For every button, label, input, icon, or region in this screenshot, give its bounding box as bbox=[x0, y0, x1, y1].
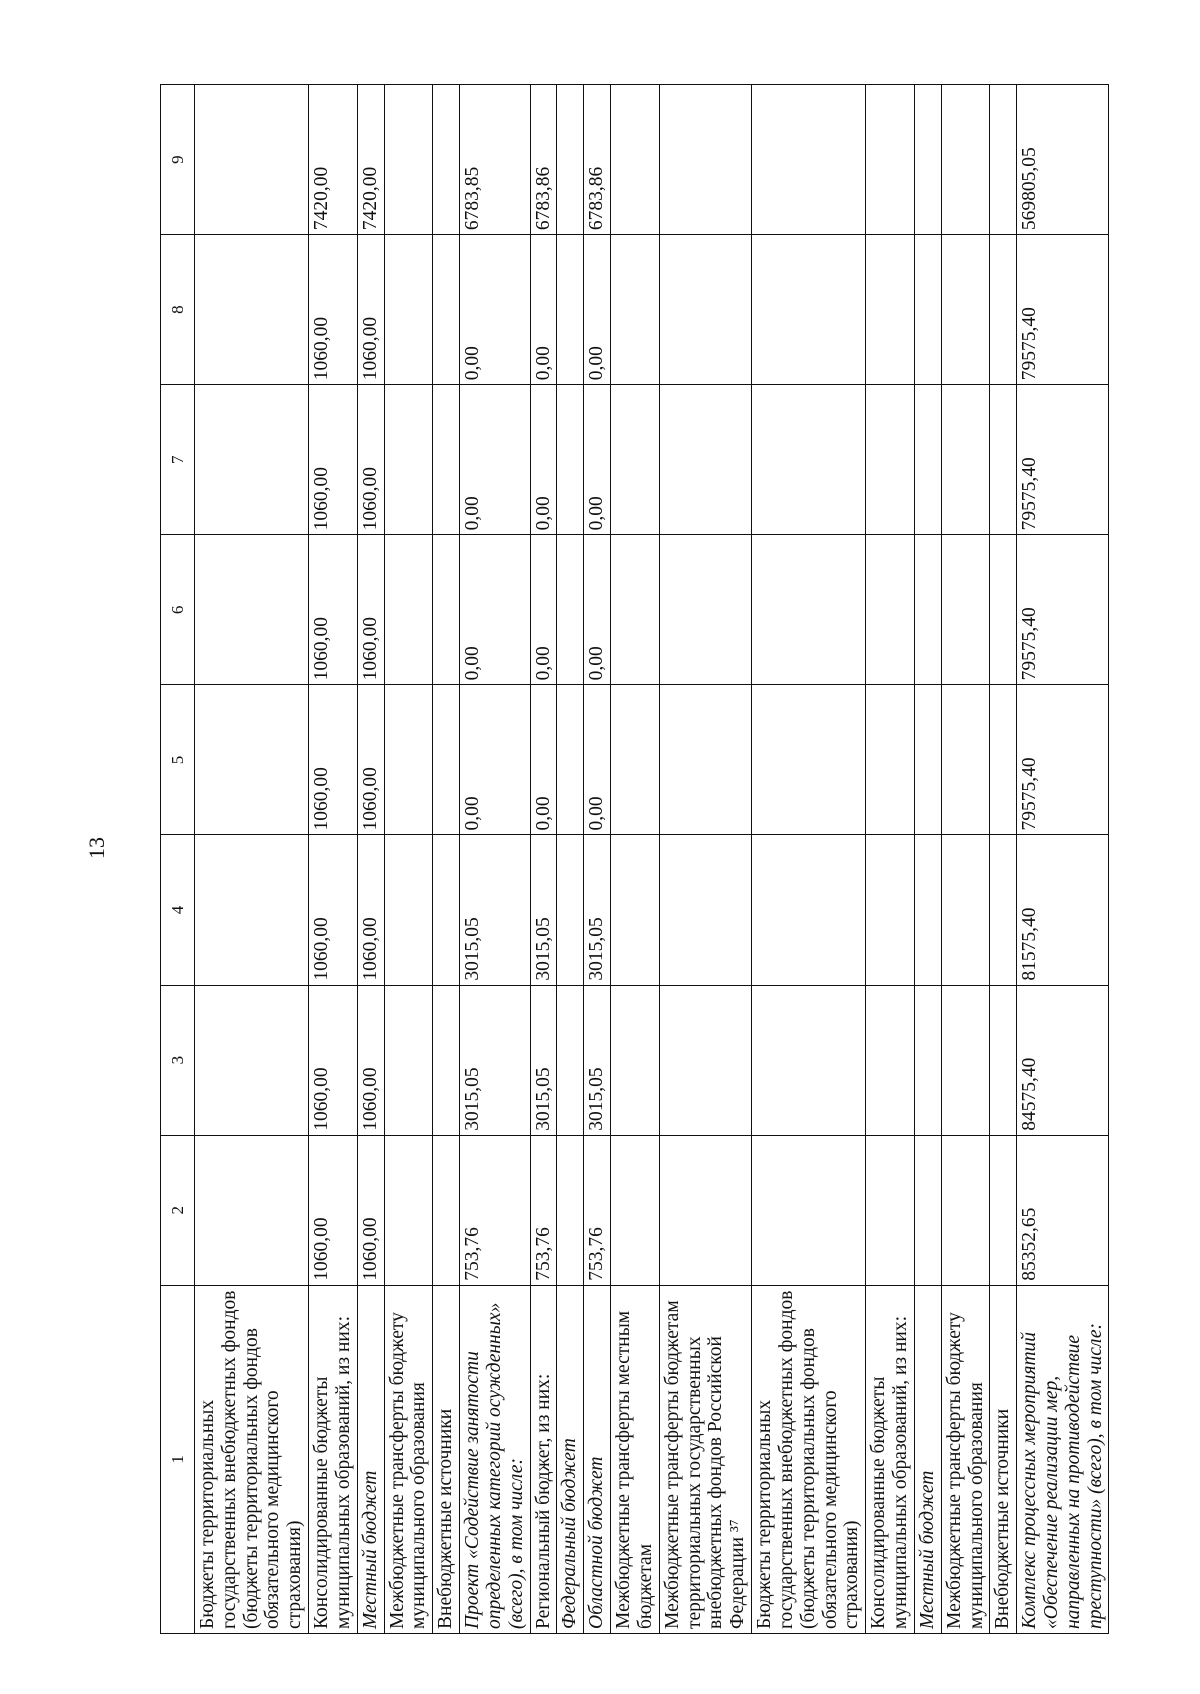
value-cell bbox=[557, 985, 584, 1135]
value-cell: 3015,05 bbox=[460, 985, 530, 1135]
value-cell: 0,00 bbox=[460, 685, 530, 835]
value-cell: 81575,40 bbox=[1017, 835, 1109, 985]
value-cell bbox=[433, 85, 460, 235]
value-cell: 6783,86 bbox=[584, 85, 611, 235]
column-header: 4 bbox=[161, 835, 195, 985]
value-cell: 1060,00 bbox=[357, 1135, 384, 1285]
value-cell: 0,00 bbox=[460, 535, 530, 685]
value-cell bbox=[433, 235, 460, 385]
row-label: Местный бюджет bbox=[914, 1285, 941, 1633]
row-label: Бюджеты территориальных государственных внебюджетных фондов (бюджеты территориальных фондов обязательного медицинского страхования) bbox=[195, 1285, 309, 1633]
row-label: Межбюджетные трансферты бюджету муниципального образования bbox=[384, 1285, 433, 1633]
value-cell: 0,00 bbox=[584, 535, 611, 685]
value-cell bbox=[752, 235, 866, 385]
row-label: Межбюджетные трансферты бюджету муниципального образования bbox=[941, 1285, 990, 1633]
page-number: 13 bbox=[84, 837, 109, 859]
table-row bbox=[557, 85, 584, 1634]
value-cell: 3015,05 bbox=[530, 985, 557, 1135]
value-cell: 3015,05 bbox=[530, 835, 557, 985]
value-cell bbox=[866, 85, 915, 235]
row-label: Проект «Содействие занятости определенных категорий осужденных» (всего), в том числе: bbox=[460, 1285, 530, 1633]
value-cell: 753,76 bbox=[530, 1135, 557, 1285]
value-cell bbox=[557, 85, 584, 235]
value-cell bbox=[384, 685, 433, 835]
column-header: 7 bbox=[161, 385, 195, 535]
value-cell bbox=[914, 85, 941, 235]
value-cell: 85352,65 bbox=[1017, 1135, 1109, 1285]
column-header: 9 bbox=[161, 85, 195, 235]
value-cell: 1060,00 bbox=[309, 835, 358, 985]
value-cell bbox=[866, 235, 915, 385]
value-cell bbox=[557, 1135, 584, 1285]
column-header: 1 bbox=[161, 1285, 195, 1633]
value-cell bbox=[195, 1135, 309, 1285]
value-cell: 1060,00 bbox=[309, 535, 358, 685]
value-cell bbox=[659, 385, 751, 535]
value-cell bbox=[990, 835, 1017, 985]
value-cell bbox=[752, 835, 866, 985]
value-cell bbox=[990, 235, 1017, 385]
table-row bbox=[752, 85, 866, 1634]
value-cell: 0,00 bbox=[530, 685, 557, 835]
row-label: Комплекс процессных мероприятий «Обеспечение реализации мер, направленных на противодействие преступности» (всего), в том числе: bbox=[1017, 1285, 1109, 1633]
column-header: 2 bbox=[161, 1135, 195, 1285]
value-cell bbox=[941, 1135, 990, 1285]
value-cell bbox=[195, 235, 309, 385]
value-cell bbox=[195, 535, 309, 685]
row-label: Межбюджетные трансферты местным бюджетам bbox=[611, 1285, 660, 1633]
value-cell bbox=[611, 685, 660, 835]
value-cell: 1060,00 bbox=[357, 535, 384, 685]
value-cell bbox=[659, 835, 751, 985]
value-cell bbox=[611, 85, 660, 235]
value-cell bbox=[433, 385, 460, 535]
column-header: 6 bbox=[161, 535, 195, 685]
value-cell: 569805,05 bbox=[1017, 85, 1109, 235]
value-cell bbox=[914, 985, 941, 1135]
value-cell bbox=[611, 535, 660, 685]
value-cell bbox=[384, 235, 433, 385]
value-cell bbox=[659, 535, 751, 685]
value-cell bbox=[433, 835, 460, 985]
value-cell bbox=[914, 535, 941, 685]
value-cell bbox=[384, 1135, 433, 1285]
value-cell bbox=[914, 385, 941, 535]
value-cell: 0,00 bbox=[530, 235, 557, 385]
value-cell bbox=[941, 385, 990, 535]
table-row bbox=[866, 85, 915, 1634]
table-row bbox=[384, 85, 433, 1634]
value-cell bbox=[990, 685, 1017, 835]
value-cell bbox=[866, 685, 915, 835]
table-row bbox=[460, 85, 530, 1634]
value-cell: 7420,00 bbox=[309, 85, 358, 235]
value-cell bbox=[433, 535, 460, 685]
table-row bbox=[659, 85, 751, 1634]
value-cell bbox=[752, 985, 866, 1135]
value-cell bbox=[752, 1135, 866, 1285]
value-cell: 1060,00 bbox=[309, 985, 358, 1135]
value-cell: 753,76 bbox=[460, 1135, 530, 1285]
value-cell bbox=[433, 1135, 460, 1285]
value-cell bbox=[990, 1135, 1017, 1285]
value-cell: 1060,00 bbox=[357, 835, 384, 985]
value-cell: 79575,40 bbox=[1017, 535, 1109, 685]
value-cell: 1060,00 bbox=[357, 685, 384, 835]
table-body bbox=[195, 85, 1109, 1634]
value-cell bbox=[914, 235, 941, 385]
value-cell bbox=[611, 1135, 660, 1285]
value-cell: 1060,00 bbox=[309, 685, 358, 835]
value-cell bbox=[611, 385, 660, 535]
row-label: Бюджеты территориальных государственных внебюджетных фондов (бюджеты территориальных фондов обязательного медицинского страхования) bbox=[752, 1285, 866, 1633]
row-label: Федеральный бюджет bbox=[557, 1285, 584, 1633]
value-cell bbox=[384, 835, 433, 985]
value-cell: 79575,40 bbox=[1017, 685, 1109, 835]
table-row bbox=[357, 85, 384, 1634]
value-cell bbox=[384, 985, 433, 1135]
value-cell bbox=[433, 985, 460, 1135]
value-cell: 1060,00 bbox=[309, 385, 358, 535]
value-cell bbox=[866, 535, 915, 685]
value-cell bbox=[384, 535, 433, 685]
value-cell: 0,00 bbox=[460, 235, 530, 385]
value-cell bbox=[195, 385, 309, 535]
value-cell: 1060,00 bbox=[309, 235, 358, 385]
value-cell bbox=[611, 985, 660, 1135]
value-cell: 1060,00 bbox=[309, 1135, 358, 1285]
value-cell bbox=[990, 85, 1017, 235]
value-cell bbox=[990, 385, 1017, 535]
value-cell bbox=[659, 85, 751, 235]
value-cell bbox=[941, 85, 990, 235]
value-cell: 3015,05 bbox=[584, 985, 611, 1135]
value-cell: 0,00 bbox=[460, 385, 530, 535]
value-cell bbox=[557, 385, 584, 535]
value-cell bbox=[433, 685, 460, 835]
value-cell: 3015,05 bbox=[460, 835, 530, 985]
value-cell bbox=[914, 1135, 941, 1285]
value-cell bbox=[611, 235, 660, 385]
value-cell bbox=[866, 835, 915, 985]
row-label: Местный бюджет bbox=[357, 1285, 384, 1633]
row-label: Внебюджетные источники bbox=[990, 1285, 1017, 1633]
column-header: 5 bbox=[161, 685, 195, 835]
value-cell bbox=[914, 835, 941, 985]
table-row bbox=[433, 85, 460, 1634]
table-row bbox=[309, 85, 358, 1634]
value-cell: 84575,40 bbox=[1017, 985, 1109, 1135]
value-cell bbox=[557, 235, 584, 385]
budget-table bbox=[160, 84, 1109, 1634]
row-label: Консолидированные бюджеты муниципальных образований, из них: bbox=[866, 1285, 915, 1633]
value-cell bbox=[659, 235, 751, 385]
value-cell bbox=[195, 685, 309, 835]
value-cell bbox=[914, 685, 941, 835]
row-label: Областной бюджет bbox=[584, 1285, 611, 1633]
value-cell bbox=[866, 985, 915, 1135]
table-row bbox=[1017, 85, 1109, 1634]
row-label: Консолидированные бюджеты муниципальных образований, из них: bbox=[309, 1285, 358, 1633]
value-cell: 79575,40 bbox=[1017, 235, 1109, 385]
value-cell bbox=[384, 85, 433, 235]
value-cell bbox=[557, 685, 584, 835]
budget-table-sheet bbox=[160, 84, 1106, 1634]
value-cell: 753,76 bbox=[584, 1135, 611, 1285]
row-label: Региональный бюджет, из них: bbox=[530, 1285, 557, 1633]
row-label: Межбюджетные трансферты бюджетам территориальных государственных внебюджетных фондов Российской Федерации ³⁷ bbox=[659, 1285, 751, 1633]
value-cell bbox=[752, 535, 866, 685]
value-cell: 0,00 bbox=[584, 235, 611, 385]
value-cell bbox=[990, 535, 1017, 685]
table-row bbox=[914, 85, 941, 1634]
value-cell bbox=[195, 835, 309, 985]
value-cell: 3015,05 bbox=[584, 835, 611, 985]
table-row bbox=[530, 85, 557, 1634]
value-cell bbox=[659, 1135, 751, 1285]
column-header: 3 bbox=[161, 985, 195, 1135]
value-cell bbox=[941, 835, 990, 985]
value-cell bbox=[195, 985, 309, 1135]
value-cell bbox=[557, 835, 584, 985]
value-cell: 0,00 bbox=[530, 385, 557, 535]
value-cell: 0,00 bbox=[584, 685, 611, 835]
row-label: Внебюджетные источники bbox=[433, 1285, 460, 1633]
table-row bbox=[195, 85, 309, 1634]
value-cell: 79575,40 bbox=[1017, 385, 1109, 535]
value-cell bbox=[611, 835, 660, 985]
value-cell: 1060,00 bbox=[357, 385, 384, 535]
value-cell: 1060,00 bbox=[357, 985, 384, 1135]
value-cell bbox=[941, 685, 990, 835]
value-cell bbox=[866, 385, 915, 535]
value-cell bbox=[752, 85, 866, 235]
value-cell bbox=[384, 385, 433, 535]
value-cell bbox=[941, 235, 990, 385]
table-row bbox=[941, 85, 990, 1634]
value-cell bbox=[557, 535, 584, 685]
value-cell bbox=[990, 985, 1017, 1135]
value-cell bbox=[659, 685, 751, 835]
table-row bbox=[990, 85, 1017, 1634]
value-cell bbox=[752, 385, 866, 535]
value-cell: 0,00 bbox=[584, 385, 611, 535]
table-row bbox=[584, 85, 611, 1634]
column-header: 8 bbox=[161, 235, 195, 385]
header-row bbox=[161, 85, 195, 1634]
value-cell: 6783,86 bbox=[530, 85, 557, 235]
table-row bbox=[611, 85, 660, 1634]
value-cell bbox=[941, 535, 990, 685]
value-cell: 6783,85 bbox=[460, 85, 530, 235]
value-cell: 0,00 bbox=[530, 535, 557, 685]
value-cell bbox=[866, 1135, 915, 1285]
value-cell bbox=[752, 685, 866, 835]
value-cell bbox=[195, 85, 309, 235]
value-cell: 7420,00 bbox=[357, 85, 384, 235]
value-cell bbox=[941, 985, 990, 1135]
value-cell: 1060,00 bbox=[357, 235, 384, 385]
value-cell bbox=[659, 985, 751, 1135]
